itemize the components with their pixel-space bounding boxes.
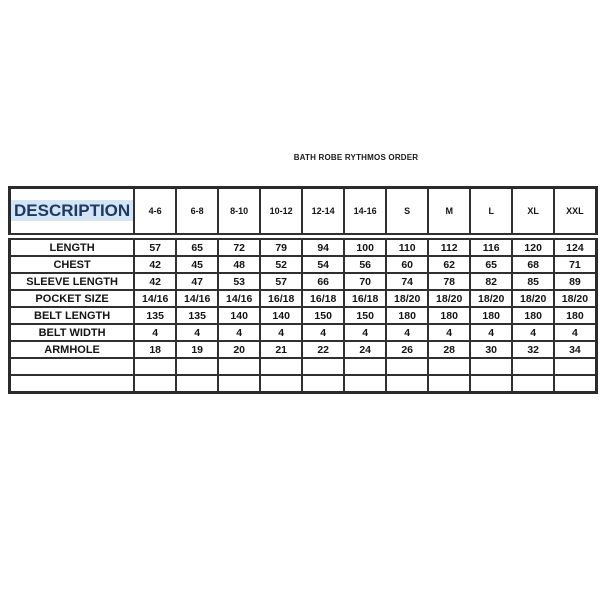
value-cell: 19	[176, 341, 218, 358]
value-cell	[302, 358, 344, 375]
value-cell	[554, 358, 596, 375]
value-cell: 57	[260, 273, 302, 290]
value-cell	[218, 358, 260, 375]
value-cell	[176, 375, 218, 393]
value-cell: 4	[218, 324, 260, 341]
value-cell: 4	[260, 324, 302, 341]
size-header-cell: XXL	[554, 188, 596, 237]
value-cell: 4	[344, 324, 386, 341]
value-cell	[428, 375, 470, 393]
value-cell: 60	[386, 256, 428, 273]
value-cell: 82	[470, 273, 512, 290]
value-cell	[218, 375, 260, 393]
value-cell: 150	[302, 307, 344, 324]
size-header-cell: 14-16	[344, 188, 386, 237]
value-cell: 14/16	[134, 290, 176, 307]
table-row	[10, 290, 597, 307]
value-cell: 135	[176, 307, 218, 324]
value-cell: 68	[512, 256, 554, 273]
value-cell: 65	[470, 256, 512, 273]
value-cell	[302, 375, 344, 393]
value-cell: 26	[386, 341, 428, 358]
value-cell	[260, 375, 302, 393]
value-cell: 42	[134, 256, 176, 273]
row-label-cell: BELT LENGTH	[10, 307, 135, 324]
row-label-cell: POCKET SIZE	[10, 290, 135, 307]
table-row	[10, 273, 597, 290]
value-cell: 120	[512, 237, 554, 257]
value-cell: 24	[344, 341, 386, 358]
row-label-cell	[10, 375, 135, 393]
value-cell: 124	[554, 237, 596, 257]
size-header-cell: L	[470, 188, 512, 237]
table-row	[10, 256, 597, 273]
table-row-empty	[10, 375, 597, 393]
size-header-cell: XL	[512, 188, 554, 237]
value-cell: 116	[470, 237, 512, 257]
value-cell: 57	[134, 237, 176, 257]
table-row-empty	[10, 358, 597, 375]
value-cell: 65	[176, 237, 218, 257]
value-cell: 32	[512, 341, 554, 358]
description-header-label: DESCRIPTION	[11, 200, 133, 221]
value-cell: 4	[554, 324, 596, 341]
value-cell: 18/20	[554, 290, 596, 307]
size-header-cell: 6-8	[176, 188, 218, 237]
value-cell	[176, 358, 218, 375]
size-header-cell: M	[428, 188, 470, 237]
value-cell: 16/18	[344, 290, 386, 307]
table-row	[10, 324, 597, 341]
table-row	[10, 341, 597, 358]
value-cell: 16/18	[302, 290, 344, 307]
value-cell: 18/20	[470, 290, 512, 307]
value-cell	[470, 375, 512, 393]
value-cell: 4	[386, 324, 428, 341]
value-cell: 14/16	[176, 290, 218, 307]
value-cell	[134, 358, 176, 375]
value-cell: 180	[554, 307, 596, 324]
value-cell	[344, 358, 386, 375]
size-chart-table	[8, 186, 598, 394]
value-cell	[344, 375, 386, 393]
value-cell: 94	[302, 237, 344, 257]
value-cell: 4	[302, 324, 344, 341]
value-cell	[134, 375, 176, 393]
value-cell: 20	[218, 341, 260, 358]
value-cell: 135	[134, 307, 176, 324]
value-cell: 89	[554, 273, 596, 290]
value-cell: 4	[470, 324, 512, 341]
value-cell: 71	[554, 256, 596, 273]
value-cell: 74	[386, 273, 428, 290]
value-cell	[386, 375, 428, 393]
value-cell: 53	[218, 273, 260, 290]
value-cell: 14/16	[218, 290, 260, 307]
value-cell	[428, 358, 470, 375]
value-cell: 30	[470, 341, 512, 358]
row-label-cell: SLEEVE LENGTH	[10, 273, 135, 290]
value-cell: 180	[512, 307, 554, 324]
size-header-cell: 12-14	[302, 188, 344, 237]
row-label-cell: LENGTH	[10, 237, 135, 257]
value-cell	[260, 358, 302, 375]
value-cell: 47	[176, 273, 218, 290]
value-cell: 22	[302, 341, 344, 358]
value-cell	[470, 358, 512, 375]
row-label-cell: CHEST	[10, 256, 135, 273]
value-cell: 180	[386, 307, 428, 324]
document-title: BATH ROBE RYTHMOS ORDER	[293, 153, 419, 162]
value-cell: 62	[428, 256, 470, 273]
value-cell: 56	[344, 256, 386, 273]
value-cell: 16/18	[260, 290, 302, 307]
value-cell: 150	[344, 307, 386, 324]
value-cell: 180	[428, 307, 470, 324]
value-cell: 70	[344, 273, 386, 290]
size-header-cell: 8-10	[218, 188, 260, 237]
value-cell: 4	[176, 324, 218, 341]
value-cell: 78	[428, 273, 470, 290]
value-cell: 4	[428, 324, 470, 341]
value-cell	[512, 375, 554, 393]
value-cell: 72	[218, 237, 260, 257]
value-cell: 4	[134, 324, 176, 341]
value-cell: 54	[302, 256, 344, 273]
value-cell: 85	[512, 273, 554, 290]
value-cell: 4	[512, 324, 554, 341]
row-label-cell: BELT WIDTH	[10, 324, 135, 341]
row-label-cell	[10, 358, 135, 375]
value-cell	[512, 358, 554, 375]
value-cell: 18/20	[386, 290, 428, 307]
value-cell	[554, 375, 596, 393]
value-cell: 140	[260, 307, 302, 324]
value-cell: 110	[386, 237, 428, 257]
value-cell: 52	[260, 256, 302, 273]
value-cell: 112	[428, 237, 470, 257]
value-cell: 45	[176, 256, 218, 273]
value-cell: 79	[260, 237, 302, 257]
value-cell: 48	[218, 256, 260, 273]
size-header-cell: 10-12	[260, 188, 302, 237]
value-cell: 28	[428, 341, 470, 358]
value-cell: 180	[470, 307, 512, 324]
table-row	[10, 237, 597, 257]
value-cell: 66	[302, 273, 344, 290]
description-header-cell	[10, 188, 135, 237]
value-cell: 18/20	[512, 290, 554, 307]
value-cell: 140	[218, 307, 260, 324]
value-cell: 18/20	[428, 290, 470, 307]
value-cell: 21	[260, 341, 302, 358]
row-label-cell: ARMHOLE	[10, 341, 135, 358]
value-cell: 100	[344, 237, 386, 257]
size-header-cell: S	[386, 188, 428, 237]
value-cell: 34	[554, 341, 596, 358]
value-cell	[386, 358, 428, 375]
size-header-cell: 4-6	[134, 188, 176, 237]
value-cell: 18	[134, 341, 176, 358]
value-cell: 42	[134, 273, 176, 290]
table-row	[10, 307, 597, 324]
header-row	[10, 188, 597, 237]
